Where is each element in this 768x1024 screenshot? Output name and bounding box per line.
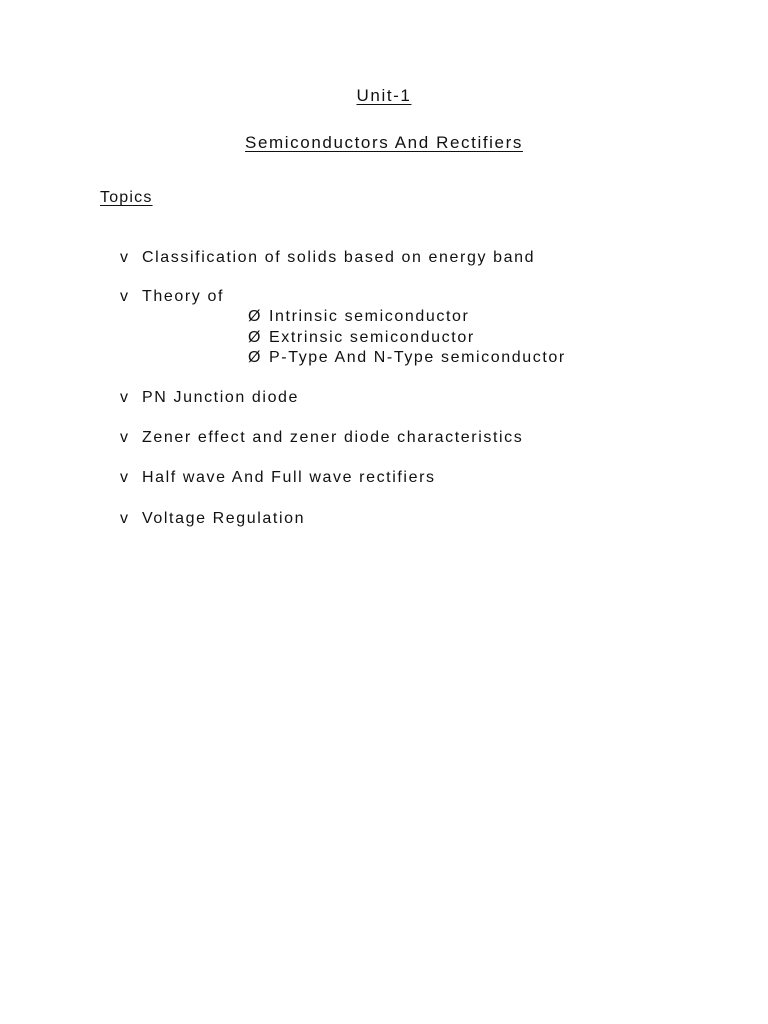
topic-item-text: Voltage Regulation (142, 510, 306, 527)
sub-bullet-glyph: Ø (248, 329, 263, 346)
topics-heading: Topics (100, 189, 153, 206)
subtopic-item-text: Intrinsic semiconductor (269, 308, 470, 325)
topic-item-text: PN Junction diode (142, 389, 300, 406)
sub-bullet-glyph: Ø (248, 349, 263, 366)
topic-item-pn-junction (120, 389, 299, 407)
topic-item-text: Half wave And Full wave rectifiers (142, 469, 436, 486)
bullet-glyph: v (120, 429, 130, 446)
bullet-glyph: v (120, 510, 130, 527)
topic-item-text: Theory of (142, 288, 224, 305)
bullet-glyph: v (120, 249, 130, 266)
document-title: Semiconductors And Rectifiers (245, 133, 523, 152)
subtopic-item-text: P-Type And N-Type semiconductor (269, 349, 566, 366)
topic-item-rectifiers (120, 469, 436, 487)
bullet-glyph: v (120, 288, 130, 305)
topic-item-text: Classification of solids based on energy band (142, 249, 536, 266)
topic-item-theory (120, 288, 224, 306)
topic-item-voltage-regulation (120, 510, 305, 528)
unit-title: Unit-1 (356, 86, 412, 105)
topic-item-zener (120, 429, 523, 447)
sub-bullet-glyph: Ø (248, 308, 263, 325)
subtopic-item-p-n-type (248, 349, 566, 367)
topic-item-text: Zener effect and zener diode characteristics (142, 429, 524, 446)
bullet-glyph: v (120, 389, 130, 406)
subtopic-item-text: Extrinsic semiconductor (269, 329, 475, 346)
bullet-glyph: v (120, 469, 130, 486)
subtopic-item-extrinsic (248, 329, 475, 347)
subtopic-item-intrinsic (248, 308, 469, 326)
topic-item-classification (120, 249, 535, 267)
